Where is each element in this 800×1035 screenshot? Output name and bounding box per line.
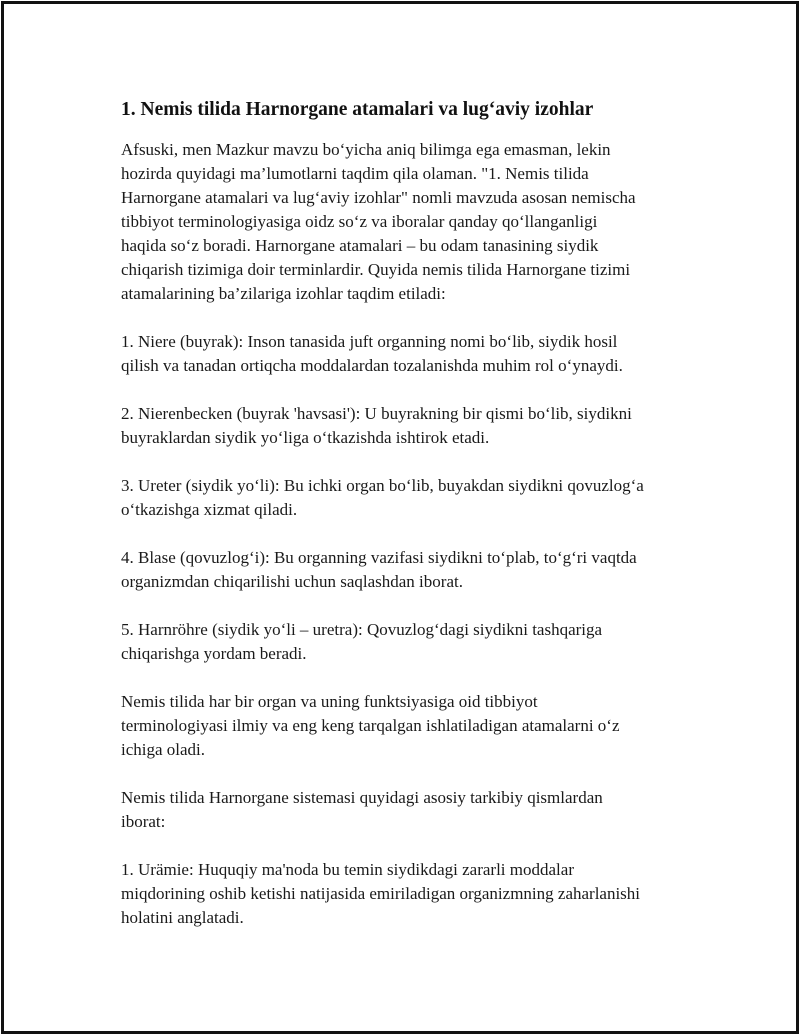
- text-line: 1. Niere (buyrak): Inson tanasida juft organning nomi bo‘lib, siydik hosil: [121, 332, 618, 351]
- paragraph: [121, 330, 711, 378]
- text-line: Nemis tilida Harnorgane sistemasi quyidagi asosiy tarkibiy qismlardan: [121, 788, 603, 807]
- text-line: haqida so‘z boradi. Harnorgane atamalari – bu odam tanasining siydik: [121, 236, 599, 255]
- paragraph: [121, 786, 711, 834]
- text-line: miqdorining oshib ketishi natijasida emiriladigan organizmning zaharlanishi: [121, 884, 641, 903]
- text-line: terminologiyasi ilmiy va eng keng tarqalgan ishlatiladigan atamalarni o‘z: [121, 716, 620, 735]
- text-line: ichiga oladi.: [121, 740, 206, 759]
- page-frame: [1, 1, 799, 1034]
- document-body: [121, 96, 711, 954]
- document-title: 1. Nemis tilida Harnorgane atamalari va lug‘aviy izohlar: [121, 99, 594, 120]
- paragraph: [121, 690, 711, 762]
- text-line: chiqarish tizimiga doir terminlardir. Quyida nemis tilida Harnorgane tizimi: [121, 260, 631, 279]
- text-line: chiqarishga yordam beradi.: [121, 644, 307, 663]
- text-line: Harnorgane atamalari va lug‘aviy izohlar" nomli mavzuda asosan nemischa: [121, 188, 636, 207]
- text-line: iborat:: [121, 812, 166, 831]
- text-line: hozirda quyidagi ma’lumotlarni taqdim qila olaman. "1. Nemis tilida: [121, 164, 589, 183]
- text-line: 3. Ureter (siydik yo‘li): Bu ichki organ bo‘lib, buyakdan siydikni qovuzlog‘a: [121, 476, 644, 495]
- text-line: 4. Blase (qovuzlog‘i): Bu organning vazifasi siydikni to‘plab, to‘g‘ri vaqtda: [121, 548, 637, 567]
- text-line: 2. Nierenbecken (buyrak 'havsasi'): U buyrakning bir qismi bo‘lib, siydikni: [121, 404, 632, 423]
- paragraph: [121, 546, 711, 594]
- text-line: 5. Harnröhre (siydik yo‘li – uretra): Qovuzlog‘dagi siydikni tashqariga: [121, 620, 603, 639]
- text-line: qilish va tanadan ortiqcha moddalardan tozalanishda muhim rol o‘ynaydi.: [121, 356, 623, 375]
- text-line: o‘tkazishga xizmat qiladi.: [121, 500, 298, 519]
- text-line: Nemis tilida har bir organ va uning funktsiyasiga oid tibbiyot: [121, 692, 538, 711]
- text-line: organizmdan chiqarilishi uchun saqlashdan iborat.: [121, 572, 463, 591]
- paragraph: [121, 858, 711, 930]
- paragraph: [121, 474, 711, 522]
- paragraph: [121, 618, 711, 666]
- text-line: buyraklardan siydik yo‘liga o‘tkazishda ishtirok etadi.: [121, 428, 490, 447]
- text-line: atamalarining ba’zilariga izohlar taqdim etiladi:: [121, 284, 446, 303]
- paragraph: [121, 402, 711, 450]
- text-line: 1. Urämie: Huquqiy ma'noda bu temin siydikdagi zararli moddalar: [121, 860, 574, 879]
- paragraph-list: [121, 138, 711, 930]
- text-line: tibbiyot terminologiyasiga oidz so‘z va iboralar qanday qo‘llanganligi: [121, 212, 598, 231]
- text-line: holatini anglatadi.: [121, 908, 244, 927]
- paragraph: [121, 138, 711, 306]
- text-line: Afsuski, men Mazkur mavzu bo‘yicha aniq bilimga ega emasman, lekin: [121, 140, 611, 159]
